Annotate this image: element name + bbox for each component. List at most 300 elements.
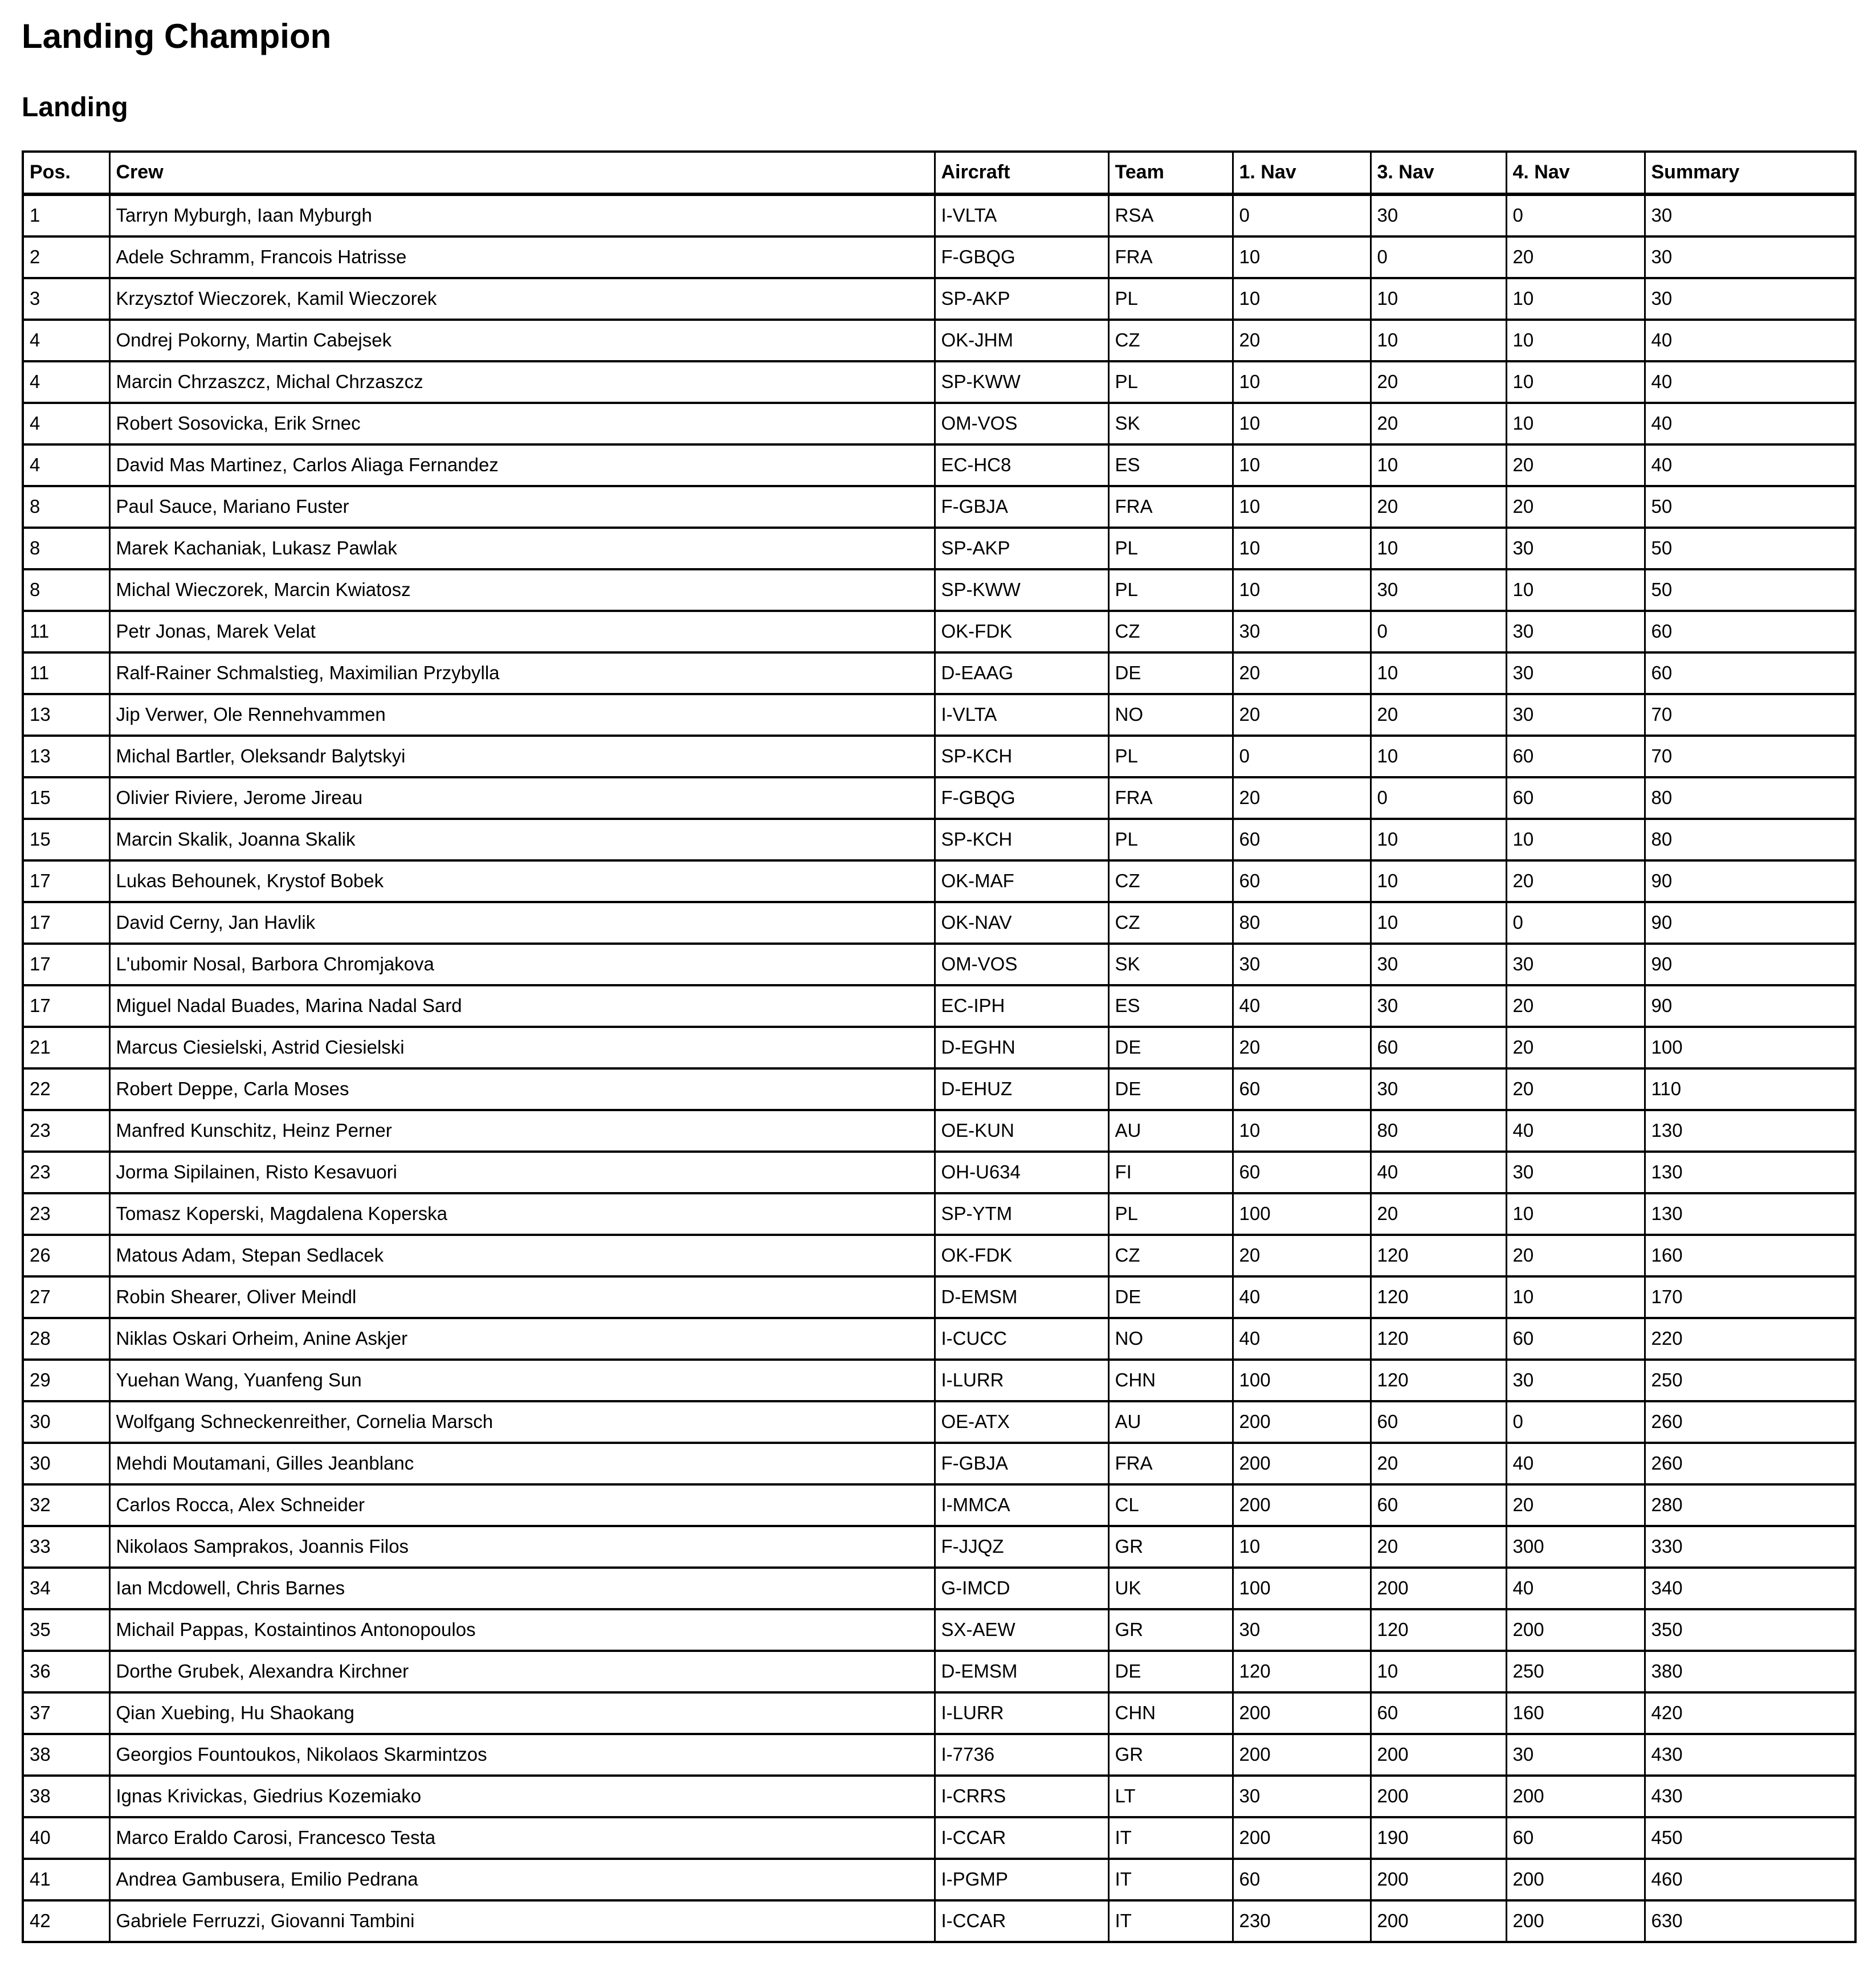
aircraft-cell: SP-YTM [935, 1193, 1108, 1235]
nav4-cell: 40 [1506, 1110, 1645, 1152]
column-header-nav3: 3. Nav [1371, 152, 1506, 194]
table-row [23, 1318, 1855, 1360]
aircraft-cell: D-EMSM [935, 1651, 1108, 1692]
table-row [23, 1859, 1855, 1900]
nav3-cell: 120 [1371, 1609, 1506, 1651]
crew-cell: Matous Adam, Stepan Sedlacek [109, 1235, 935, 1276]
nav4-cell: 0 [1506, 194, 1645, 236]
summary-cell: 420 [1645, 1692, 1855, 1734]
pos-cell: 8 [23, 486, 109, 528]
team-cell: SK [1108, 944, 1233, 985]
team-cell: FRA [1108, 236, 1233, 278]
pos-cell: 15 [23, 819, 109, 860]
nav4-cell: 20 [1506, 236, 1645, 278]
nav3-cell: 20 [1371, 1193, 1506, 1235]
summary-cell: 90 [1645, 860, 1855, 902]
crew-cell: Michal Wieczorek, Marcin Kwiatosz [109, 569, 935, 611]
aircraft-cell: G-IMCD [935, 1568, 1108, 1609]
table-row [23, 819, 1855, 860]
crew-cell: Niklas Oskari Orheim, Anine Askjer [109, 1318, 935, 1360]
crew-cell: Jorma Sipilainen, Risto Kesavuori [109, 1152, 935, 1193]
crew-cell: Marek Kachaniak, Lukasz Pawlak [109, 528, 935, 569]
aircraft-cell: OE-KUN [935, 1110, 1108, 1152]
pos-cell: 23 [23, 1193, 109, 1235]
table-row [23, 1900, 1855, 1942]
nav3-cell: 10 [1371, 736, 1506, 777]
aircraft-cell: OK-FDK [935, 1235, 1108, 1276]
team-cell: CZ [1108, 611, 1233, 652]
nav1-cell: 20 [1233, 320, 1371, 361]
team-cell: AU [1108, 1110, 1233, 1152]
aircraft-cell: I-CUCC [935, 1318, 1108, 1360]
crew-cell: Carlos Rocca, Alex Schneider [109, 1484, 935, 1526]
nav4-cell: 10 [1506, 403, 1645, 444]
nav4-cell: 20 [1506, 444, 1645, 486]
pos-cell: 4 [23, 403, 109, 444]
nav3-cell: 120 [1371, 1360, 1506, 1401]
summary-cell: 130 [1645, 1110, 1855, 1152]
summary-cell: 280 [1645, 1484, 1855, 1526]
nav1-cell: 100 [1233, 1360, 1371, 1401]
aircraft-cell: I-CCAR [935, 1900, 1108, 1942]
nav4-cell: 30 [1506, 611, 1645, 652]
table-row [23, 902, 1855, 944]
pos-cell: 42 [23, 1900, 109, 1942]
table-row [23, 1734, 1855, 1776]
nav3-cell: 200 [1371, 1568, 1506, 1609]
nav1-cell: 10 [1233, 1526, 1371, 1568]
nav4-cell: 10 [1506, 320, 1645, 361]
team-cell: PL [1108, 736, 1233, 777]
nav4-cell: 10 [1506, 1276, 1645, 1318]
aircraft-cell: OK-JHM [935, 320, 1108, 361]
nav4-cell: 30 [1506, 1360, 1645, 1401]
team-cell: NO [1108, 694, 1233, 736]
team-cell: IT [1108, 1859, 1233, 1900]
table-row [23, 860, 1855, 902]
crew-cell: Georgios Fountoukos, Nikolaos Skarmintzos [109, 1734, 935, 1776]
aircraft-cell: F-GBJA [935, 486, 1108, 528]
aircraft-cell: SP-KCH [935, 819, 1108, 860]
nav1-cell: 10 [1233, 569, 1371, 611]
table-row [23, 1152, 1855, 1193]
crew-cell: Ian Mcdowell, Chris Barnes [109, 1568, 935, 1609]
table-row [23, 944, 1855, 985]
summary-cell: 330 [1645, 1526, 1855, 1568]
table-row [23, 1235, 1855, 1276]
aircraft-cell: OK-MAF [935, 860, 1108, 902]
table-row [23, 320, 1855, 361]
nav1-cell: 0 [1233, 736, 1371, 777]
crew-cell: Robert Sosovicka, Erik Srnec [109, 403, 935, 444]
nav1-cell: 200 [1233, 1817, 1371, 1859]
team-cell: LT [1108, 1776, 1233, 1817]
nav3-cell: 120 [1371, 1235, 1506, 1276]
team-cell: ES [1108, 985, 1233, 1027]
column-header-nav4: 4. Nav [1506, 152, 1645, 194]
nav3-cell: 30 [1371, 569, 1506, 611]
nav4-cell: 10 [1506, 361, 1645, 403]
crew-cell: Michal Bartler, Oleksandr Balytskyi [109, 736, 935, 777]
summary-cell: 90 [1645, 902, 1855, 944]
results-table [22, 150, 1857, 1943]
team-cell: IT [1108, 1817, 1233, 1859]
nav1-cell: 30 [1233, 944, 1371, 985]
crew-cell: Adele Schramm, Francois Hatrisse [109, 236, 935, 278]
nav3-cell: 10 [1371, 1651, 1506, 1692]
nav4-cell: 200 [1506, 1609, 1645, 1651]
table-row [23, 694, 1855, 736]
aircraft-cell: SP-AKP [935, 278, 1108, 320]
summary-cell: 450 [1645, 1817, 1855, 1859]
aircraft-cell: EC-IPH [935, 985, 1108, 1027]
nav1-cell: 30 [1233, 1776, 1371, 1817]
pos-cell: 30 [23, 1401, 109, 1443]
pos-cell: 13 [23, 736, 109, 777]
aircraft-cell: F-GBJA [935, 1443, 1108, 1484]
crew-cell: Michail Pappas, Kostaintinos Antonopoulos [109, 1609, 935, 1651]
crew-cell: Tarryn Myburgh, Iaan Myburgh [109, 194, 935, 236]
nav4-cell: 200 [1506, 1900, 1645, 1942]
nav1-cell: 10 [1233, 278, 1371, 320]
summary-cell: 40 [1645, 361, 1855, 403]
crew-cell: Jip Verwer, Ole Rennehvammen [109, 694, 935, 736]
nav4-cell: 0 [1506, 902, 1645, 944]
nav3-cell: 0 [1371, 611, 1506, 652]
crew-cell: Robert Deppe, Carla Moses [109, 1068, 935, 1110]
nav3-cell: 0 [1371, 777, 1506, 819]
table-row [23, 569, 1855, 611]
crew-cell: Dorthe Grubek, Alexandra Kirchner [109, 1651, 935, 1692]
aircraft-cell: SP-KCH [935, 736, 1108, 777]
nav1-cell: 40 [1233, 1318, 1371, 1360]
table-row [23, 736, 1855, 777]
team-cell: ES [1108, 444, 1233, 486]
nav4-cell: 40 [1506, 1568, 1645, 1609]
column-header-nav1: 1. Nav [1233, 152, 1371, 194]
nav1-cell: 40 [1233, 1276, 1371, 1318]
nav3-cell: 30 [1371, 985, 1506, 1027]
table-row [23, 652, 1855, 694]
nav3-cell: 200 [1371, 1859, 1506, 1900]
summary-cell: 100 [1645, 1027, 1855, 1068]
nav3-cell: 40 [1371, 1152, 1506, 1193]
table-row [23, 1817, 1855, 1859]
nav4-cell: 0 [1506, 1401, 1645, 1443]
summary-cell: 40 [1645, 444, 1855, 486]
column-header-crew: Crew [109, 152, 935, 194]
nav1-cell: 60 [1233, 860, 1371, 902]
crew-cell: Ignas Krivickas, Giedrius Kozemiako [109, 1776, 935, 1817]
nav3-cell: 200 [1371, 1776, 1506, 1817]
aircraft-cell: D-EGHN [935, 1027, 1108, 1068]
nav1-cell: 60 [1233, 819, 1371, 860]
nav3-cell: 60 [1371, 1484, 1506, 1526]
nav4-cell: 20 [1506, 486, 1645, 528]
aircraft-cell: I-VLTA [935, 194, 1108, 236]
team-cell: GR [1108, 1609, 1233, 1651]
crew-cell: Nikolaos Samprakos, Joannis Filos [109, 1526, 935, 1568]
crew-cell: Marcin Chrzaszcz, Michal Chrzaszcz [109, 361, 935, 403]
pos-cell: 8 [23, 528, 109, 569]
nav1-cell: 100 [1233, 1568, 1371, 1609]
summary-cell: 50 [1645, 569, 1855, 611]
nav1-cell: 200 [1233, 1443, 1371, 1484]
pos-cell: 8 [23, 569, 109, 611]
summary-cell: 350 [1645, 1609, 1855, 1651]
nav3-cell: 20 [1371, 1443, 1506, 1484]
crew-cell: Gabriele Ferruzzi, Giovanni Tambini [109, 1900, 935, 1942]
team-cell: PL [1108, 1193, 1233, 1235]
team-cell: DE [1108, 1651, 1233, 1692]
nav1-cell: 200 [1233, 1484, 1371, 1526]
team-cell: GR [1108, 1734, 1233, 1776]
pos-cell: 32 [23, 1484, 109, 1526]
team-cell: NO [1108, 1318, 1233, 1360]
nav4-cell: 60 [1506, 1318, 1645, 1360]
nav3-cell: 120 [1371, 1276, 1506, 1318]
nav3-cell: 20 [1371, 403, 1506, 444]
crew-cell: Robin Shearer, Oliver Meindl [109, 1276, 935, 1318]
nav3-cell: 200 [1371, 1734, 1506, 1776]
pos-cell: 17 [23, 902, 109, 944]
crew-cell: Wolfgang Schneckenreither, Cornelia Marsch [109, 1401, 935, 1443]
nav1-cell: 10 [1233, 444, 1371, 486]
team-cell: CZ [1108, 860, 1233, 902]
nav1-cell: 10 [1233, 236, 1371, 278]
table-row [23, 611, 1855, 652]
nav1-cell: 80 [1233, 902, 1371, 944]
nav4-cell: 10 [1506, 1193, 1645, 1235]
pos-cell: 4 [23, 444, 109, 486]
pos-cell: 37 [23, 1692, 109, 1734]
team-cell: DE [1108, 652, 1233, 694]
team-cell: PL [1108, 361, 1233, 403]
crew-cell: Mehdi Moutamani, Gilles Jeanblanc [109, 1443, 935, 1484]
aircraft-cell: SX-AEW [935, 1609, 1108, 1651]
crew-cell: Ralf-Rainer Schmalstieg, Maximilian Przybylla [109, 652, 935, 694]
pos-cell: 15 [23, 777, 109, 819]
nav4-cell: 200 [1506, 1776, 1645, 1817]
team-cell: CL [1108, 1484, 1233, 1526]
summary-cell: 260 [1645, 1401, 1855, 1443]
summary-cell: 70 [1645, 694, 1855, 736]
page-title: Landing Champion [22, 17, 332, 55]
table-row [23, 1568, 1855, 1609]
aircraft-cell: D-EAAG [935, 652, 1108, 694]
aircraft-cell: SP-KWW [935, 361, 1108, 403]
pos-cell: 29 [23, 1360, 109, 1401]
aircraft-cell: D-EHUZ [935, 1068, 1108, 1110]
team-cell: GR [1108, 1526, 1233, 1568]
crew-cell: Olivier Riviere, Jerome Jireau [109, 777, 935, 819]
nav4-cell: 20 [1506, 1027, 1645, 1068]
summary-cell: 30 [1645, 278, 1855, 320]
summary-cell: 340 [1645, 1568, 1855, 1609]
nav3-cell: 190 [1371, 1817, 1506, 1859]
nav4-cell: 30 [1506, 1152, 1645, 1193]
aircraft-cell: I-LURR [935, 1692, 1108, 1734]
crew-cell: L'ubomir Nosal, Barbora Chromjakova [109, 944, 935, 985]
nav3-cell: 30 [1371, 194, 1506, 236]
nav4-cell: 300 [1506, 1526, 1645, 1568]
nav3-cell: 60 [1371, 1027, 1506, 1068]
pos-cell: 13 [23, 694, 109, 736]
nav4-cell: 30 [1506, 694, 1645, 736]
nav4-cell: 30 [1506, 528, 1645, 569]
aircraft-cell: SP-AKP [935, 528, 1108, 569]
team-cell: FI [1108, 1152, 1233, 1193]
pos-cell: 28 [23, 1318, 109, 1360]
nav1-cell: 200 [1233, 1692, 1371, 1734]
table-row [23, 1276, 1855, 1318]
nav4-cell: 10 [1506, 278, 1645, 320]
nav1-cell: 30 [1233, 1609, 1371, 1651]
nav3-cell: 10 [1371, 902, 1506, 944]
nav3-cell: 30 [1371, 944, 1506, 985]
nav1-cell: 10 [1233, 361, 1371, 403]
team-cell: PL [1108, 819, 1233, 860]
team-cell: PL [1108, 528, 1233, 569]
team-cell: PL [1108, 569, 1233, 611]
nav3-cell: 20 [1371, 1526, 1506, 1568]
pos-cell: 27 [23, 1276, 109, 1318]
summary-cell: 50 [1645, 528, 1855, 569]
nav1-cell: 20 [1233, 694, 1371, 736]
aircraft-cell: EC-HC8 [935, 444, 1108, 486]
nav3-cell: 60 [1371, 1401, 1506, 1443]
crew-cell: Andrea Gambusera, Emilio Pedrana [109, 1859, 935, 1900]
pos-cell: 17 [23, 985, 109, 1027]
pos-cell: 1 [23, 194, 109, 236]
pos-cell: 23 [23, 1110, 109, 1152]
pos-cell: 11 [23, 652, 109, 694]
pos-cell: 41 [23, 1859, 109, 1900]
nav4-cell: 20 [1506, 1068, 1645, 1110]
aircraft-cell: I-VLTA [935, 694, 1108, 736]
team-cell: RSA [1108, 194, 1233, 236]
nav4-cell: 60 [1506, 777, 1645, 819]
nav4-cell: 10 [1506, 819, 1645, 860]
table-row [23, 528, 1855, 569]
team-cell: FRA [1108, 777, 1233, 819]
summary-cell: 250 [1645, 1360, 1855, 1401]
pos-cell: 2 [23, 236, 109, 278]
nav4-cell: 60 [1506, 736, 1645, 777]
nav4-cell: 20 [1506, 1484, 1645, 1526]
nav1-cell: 100 [1233, 1193, 1371, 1235]
pos-cell: 17 [23, 944, 109, 985]
nav3-cell: 10 [1371, 652, 1506, 694]
table-row [23, 444, 1855, 486]
table-row [23, 1193, 1855, 1235]
table-row [23, 361, 1855, 403]
nav3-cell: 10 [1371, 860, 1506, 902]
summary-cell: 220 [1645, 1318, 1855, 1360]
nav1-cell: 10 [1233, 486, 1371, 528]
nav4-cell: 20 [1506, 985, 1645, 1027]
crew-cell: Miguel Nadal Buades, Marina Nadal Sard [109, 985, 935, 1027]
aircraft-cell: OM-VOS [935, 403, 1108, 444]
summary-cell: 110 [1645, 1068, 1855, 1110]
table-row [23, 1651, 1855, 1692]
summary-cell: 130 [1645, 1152, 1855, 1193]
nav1-cell: 60 [1233, 1859, 1371, 1900]
table-header-row [23, 152, 1855, 194]
nav3-cell: 200 [1371, 1900, 1506, 1942]
crew-cell: Yuehan Wang, Yuanfeng Sun [109, 1360, 935, 1401]
team-cell: AU [1108, 1401, 1233, 1443]
summary-cell: 60 [1645, 611, 1855, 652]
team-cell: CZ [1108, 320, 1233, 361]
aircraft-cell: OK-NAV [935, 902, 1108, 944]
team-cell: FRA [1108, 1443, 1233, 1484]
nav1-cell: 40 [1233, 985, 1371, 1027]
crew-cell: David Cerny, Jan Havlik [109, 902, 935, 944]
table-row [23, 1401, 1855, 1443]
summary-cell: 430 [1645, 1734, 1855, 1776]
team-cell: CHN [1108, 1360, 1233, 1401]
summary-cell: 160 [1645, 1235, 1855, 1276]
nav1-cell: 20 [1233, 652, 1371, 694]
nav3-cell: 120 [1371, 1318, 1506, 1360]
aircraft-cell: SP-KWW [935, 569, 1108, 611]
aircraft-cell: I-CCAR [935, 1817, 1108, 1859]
table-row [23, 486, 1855, 528]
nav4-cell: 60 [1506, 1817, 1645, 1859]
nav1-cell: 10 [1233, 1110, 1371, 1152]
summary-cell: 80 [1645, 777, 1855, 819]
aircraft-cell: F-GBQG [935, 236, 1108, 278]
crew-cell: Ondrej Pokorny, Martin Cabejsek [109, 320, 935, 361]
table-row [23, 403, 1855, 444]
table-row [23, 1776, 1855, 1817]
aircraft-cell: OK-FDK [935, 611, 1108, 652]
team-cell: SK [1108, 403, 1233, 444]
nav1-cell: 0 [1233, 194, 1371, 236]
column-header-team: Team [1108, 152, 1233, 194]
nav1-cell: 200 [1233, 1734, 1371, 1776]
nav1-cell: 120 [1233, 1651, 1371, 1692]
table-row [23, 278, 1855, 320]
nav3-cell: 20 [1371, 486, 1506, 528]
nav3-cell: 20 [1371, 361, 1506, 403]
nav1-cell: 60 [1233, 1068, 1371, 1110]
nav3-cell: 10 [1371, 320, 1506, 361]
aircraft-cell: OE-ATX [935, 1401, 1108, 1443]
table-row [23, 1526, 1855, 1568]
nav4-cell: 30 [1506, 652, 1645, 694]
pos-cell: 38 [23, 1734, 109, 1776]
summary-cell: 630 [1645, 1900, 1855, 1942]
aircraft-cell: I-7736 [935, 1734, 1108, 1776]
pos-cell: 26 [23, 1235, 109, 1276]
nav1-cell: 20 [1233, 1027, 1371, 1068]
team-cell: CZ [1108, 902, 1233, 944]
nav3-cell: 60 [1371, 1692, 1506, 1734]
nav3-cell: 80 [1371, 1110, 1506, 1152]
aircraft-cell: F-JJQZ [935, 1526, 1108, 1568]
pos-cell: 30 [23, 1443, 109, 1484]
summary-cell: 90 [1645, 985, 1855, 1027]
aircraft-cell: I-MMCA [935, 1484, 1108, 1526]
crew-cell: Lukas Behounek, Krystof Bobek [109, 860, 935, 902]
summary-cell: 80 [1645, 819, 1855, 860]
crew-cell: Marcus Ciesielski, Astrid Ciesielski [109, 1027, 935, 1068]
nav4-cell: 30 [1506, 944, 1645, 985]
crew-cell: Marcin Skalik, Joanna Skalik [109, 819, 935, 860]
pos-cell: 34 [23, 1568, 109, 1609]
